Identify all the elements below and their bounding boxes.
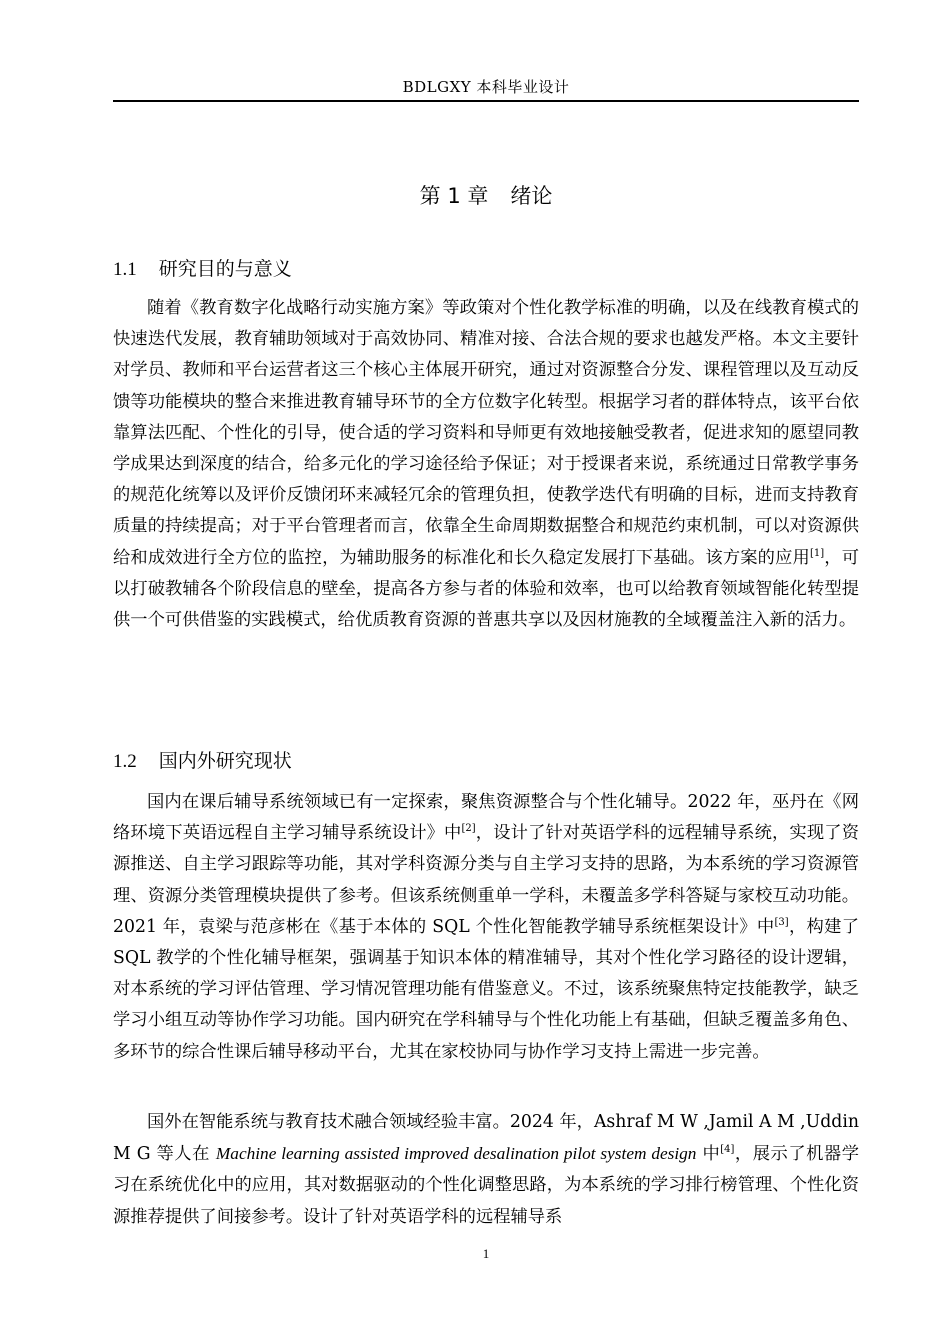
paragraph-text: 国外在智能系统与教育技术融合领域经验丰富。2024 年，Ashraf M W ,Jamil A M ,Uddin M G 等人在	[113, 1112, 859, 1165]
section-title: 国内外研究现状	[158, 750, 292, 772]
paragraph-text: ，展示了机器学习在系统优化中的应用，其对数据驱动的个性化调整思路，为本系统的学习排行榜管理、个性化资源推荐提供了间接参考。设计了针对英语学科的远程辅导系	[113, 1144, 859, 1227]
citation-ref: [3]	[774, 917, 789, 929]
section-number: 1.2	[113, 751, 137, 772]
paragraph-foreign-research	[113, 1107, 859, 1233]
paper-title: Machine learning assisted improved desalination pilot system design	[215, 1144, 697, 1164]
paragraph-research-purpose	[113, 293, 859, 636]
section-heading-1-2	[113, 746, 859, 773]
page-number: 1	[482, 1246, 490, 1261]
citation-ref: [1]	[809, 547, 825, 559]
header-divider	[113, 100, 859, 102]
paragraph-text: 随着《教育数字化战略行动实施方案》等政策对个性化教学标准的明确，以及在线教育模式的快速迭代发展，教育辅助领域对于高效协同、精准对接、合法合规的要求也越发严格。本文主要针对学员、教师和平台运营者这三个核心主体展开研究，通过对资源整合分发、课程管理以及互动反馈等功能模块的整合来推进教育辅导环节的全方位数字化转型。根据学习者的群体特点，该平台依靠算法匹配、个性化的引导，使合适的学习资料和导师更有效地接触受教者，促进求知的愿望同教学成果达到深度的结合，给多元化的学习途径给予保证；对于授课者来说，系统通过日常教学事务的规范化统筹以及评价反馈闭环来减轻冗余的管理负担，使教学迭代有明确的目标，进而支持教育质量的持续提高；对于平台管理者而言，依靠全生命周期数据整合和规范约束机制，可以对资源供给和成效进行全方位的监控，为辅助服务的标准化和长久稳定发展打下基础。该方案的应用	[113, 298, 859, 568]
page-header: BDLGXY 本科毕业设计	[402, 78, 570, 96]
citation-ref: [2]	[461, 823, 476, 835]
paragraph-text: ，构建了 SQL 教学的个性化辅导框架，强调基于知识本体的精准辅导，其对个性化学习路径的设计逻辑，对本系统的学习评估管理、学习情况管理功能有借鉴意义。不过，该系统聚焦特定技能教学，缺乏学习小组互动等协作学习功能。国内研究在学科辅导与个性化功能上有基础，但缺乏覆盖多角色、多环节的综合性课后辅导移动平台，尤其在家校协同与协作学习支持上需进一步完善。	[113, 916, 859, 1062]
paragraph-text: 中	[696, 1144, 721, 1165]
section-title: 研究目的与意义	[158, 258, 292, 280]
paragraph-text: ，设计了针对英语学科的远程辅导系统，实现了资源推送、自主学习跟踪等功能，其对学科资源分类与自主学习支持的思路，为本系统的学习资源管理、资源分类管理模块提供了参考。但该系统侧重单一学科，未覆盖多学科答疑与家校互动功能。2021 年，袁梁与范彦彬在《基于本体的 SQL 个性化智能教学辅导系统框架设计》中	[113, 823, 859, 937]
paragraph-domestic-research	[113, 787, 859, 1068]
section-heading-1-1	[113, 254, 859, 281]
chapter-title	[113, 180, 859, 210]
paragraph-text: 国内在课后辅导系统领域已有一定探索，聚焦资源整合与个性化辅导。2022 年，巫丹在《网络环境下英语远程自主学习辅导系统设计》中	[113, 792, 859, 844]
citation-ref: [4]	[720, 1144, 735, 1156]
chapter-number: 第 1 章	[419, 184, 489, 208]
section-number: 1.1	[113, 259, 137, 280]
paragraph-text: ，可以打破教辅各个阶段信息的壁垒，提高各方参与者的体验和效率，也可以给教育领域智能化转型提供一个可供借鉴的实践模式，给优质教育资源的普惠共享以及因材施教的全域覆盖注入新的活力。	[113, 547, 859, 631]
chapter-name: 绪论	[510, 184, 553, 208]
